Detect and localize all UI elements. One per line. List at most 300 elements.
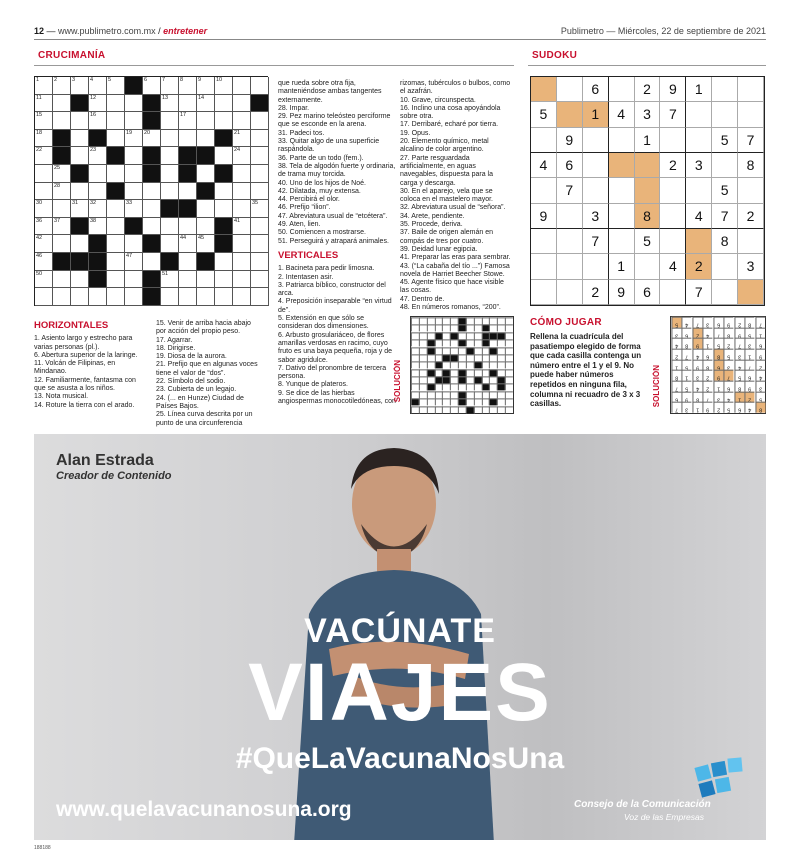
crossword-cell[interactable]	[233, 147, 251, 165]
sudoku-given: 4	[660, 254, 686, 279]
crucimania-title: CRUCIMANÍA	[38, 50, 106, 61]
crossword-cell[interactable]	[197, 288, 215, 306]
footer-code: 188188	[34, 845, 51, 851]
solution-cell: 8	[671, 370, 681, 381]
solution-cell: 6	[744, 370, 754, 381]
crossword-cell[interactable]	[161, 77, 179, 95]
crossword-cell[interactable]	[179, 288, 197, 306]
sudoku-given: 2	[583, 280, 609, 305]
crossword-number: 37	[54, 217, 61, 224]
crossword-cell[interactable]	[161, 235, 179, 253]
sudoku-empty-cell[interactable]	[531, 77, 557, 102]
sudoku-given: 9	[609, 280, 635, 305]
sudoku-empty-cell[interactable]	[557, 254, 583, 279]
crossword-cell[interactable]	[251, 147, 269, 165]
sudoku-empty-cell[interactable]	[557, 102, 583, 127]
crossword-cell[interactable]	[53, 165, 71, 183]
solution-cell	[497, 347, 505, 354]
crossword-cell[interactable]	[107, 200, 125, 218]
howto-title: CÓMO JUGAR	[530, 317, 602, 328]
solution-cell	[411, 339, 419, 346]
crossword-block	[143, 95, 161, 113]
sudoku-empty-cell[interactable]	[686, 128, 712, 153]
solution-cell: 8	[692, 392, 702, 403]
crossword-cell[interactable]	[179, 130, 197, 148]
solution-cell	[474, 324, 482, 331]
crossword-cell[interactable]	[107, 130, 125, 148]
clue-item: 1. Bacineta para pedir limosna.	[278, 265, 375, 273]
sudoku-given: 3	[686, 153, 712, 178]
crossword-cell[interactable]	[143, 183, 161, 201]
crossword-cell[interactable]	[53, 183, 71, 201]
crossword-cell[interactable]	[71, 271, 89, 289]
sudoku-empty-cell[interactable]	[557, 229, 583, 254]
crossword-cell[interactable]	[161, 271, 179, 289]
solution-cell: 5	[723, 349, 733, 360]
sudoku-empty-cell[interactable]	[609, 77, 635, 102]
solution-cell	[505, 406, 513, 413]
solution-cell	[427, 383, 435, 390]
clue-item: 20. Elemento químico, metal alcalino de color argentino.	[400, 138, 489, 154]
crossword-cell[interactable]	[233, 271, 251, 289]
crossword-cell[interactable]	[251, 130, 269, 148]
sudoku-empty-cell[interactable]	[660, 128, 686, 153]
crossword-cell[interactable]	[35, 183, 53, 201]
crossword-cell[interactable]	[35, 77, 53, 95]
crossword-cell[interactable]	[89, 165, 107, 183]
sudoku-empty-cell[interactable]	[531, 128, 557, 153]
solution-cell	[466, 369, 474, 376]
crossword-cell[interactable]	[107, 77, 125, 95]
sudoku-empty-cell[interactable]	[583, 254, 609, 279]
crossword-cell[interactable]	[215, 147, 233, 165]
clue-item: 37. Baile de origen alemán en compás de tres por cuatro.	[400, 229, 494, 245]
crossword-cell[interactable]	[53, 77, 71, 95]
sudoku-empty-cell[interactable]	[531, 254, 557, 279]
crossword-cell[interactable]	[35, 165, 53, 183]
crossword-cell[interactable]	[215, 112, 233, 130]
ad-headline: VIAJES	[248, 647, 552, 738]
crossword-cell[interactable]	[143, 253, 161, 271]
solution-cell: 9	[734, 328, 744, 339]
solution-cell	[450, 347, 458, 354]
crossword-cell[interactable]	[125, 200, 143, 218]
sudoku-empty-cell[interactable]	[531, 178, 557, 203]
crossword-cell[interactable]	[215, 77, 233, 95]
crossword-number: 5	[108, 77, 112, 83]
crossword-cell[interactable]	[125, 253, 143, 271]
crossword-cell[interactable]	[89, 95, 107, 113]
crossword-cell[interactable]	[215, 253, 233, 271]
crossword-cell[interactable]	[53, 288, 71, 306]
crossword-cell[interactable]	[107, 165, 125, 183]
crossword-block	[215, 218, 233, 236]
crossword-cell[interactable]	[161, 95, 179, 113]
crossword-cell[interactable]	[251, 77, 269, 95]
clue-item: 34. Arete, pendiente.	[400, 212, 465, 220]
crossword-cell[interactable]	[161, 147, 179, 165]
clue-item: 32. Abreviatura usual de “señora”.	[400, 204, 506, 212]
crossword-cell[interactable]	[107, 235, 125, 253]
sudoku-empty-cell[interactable]	[583, 128, 609, 153]
crossword-cell[interactable]	[233, 200, 251, 218]
crossword-cell[interactable]	[161, 218, 179, 236]
crossword-cell[interactable]	[179, 77, 197, 95]
sudoku-empty-cell[interactable]	[557, 204, 583, 229]
crossword-cell[interactable]	[161, 112, 179, 130]
solution-cell: 4	[744, 402, 754, 413]
crossword-cell[interactable]	[53, 200, 71, 218]
sudoku-empty-cell[interactable]	[660, 229, 686, 254]
sudoku-empty-cell[interactable]	[635, 153, 661, 178]
crossword-cell[interactable]	[179, 112, 197, 130]
sudoku-empty-cell[interactable]	[738, 178, 764, 203]
solution-cell: 7	[744, 360, 754, 371]
crossword-cell[interactable]	[125, 112, 143, 130]
sudoku-given: 5	[712, 128, 738, 153]
crossword-cell[interactable]	[89, 77, 107, 95]
crossword-cell[interactable]	[89, 147, 107, 165]
crossword-cell[interactable]	[89, 183, 107, 201]
crossword-cell[interactable]	[89, 218, 107, 236]
sudoku-given: 4	[686, 204, 712, 229]
crossword-block	[89, 253, 107, 271]
crossword-cell[interactable]	[179, 95, 197, 113]
sudoku-empty-cell[interactable]	[712, 254, 738, 279]
solution-cell: 3	[681, 402, 691, 413]
crossword-cell[interactable]	[251, 183, 269, 201]
crossword-number: 46	[36, 252, 43, 259]
sudoku-given: 1	[686, 77, 712, 102]
crossword-number: 3	[72, 77, 76, 83]
crossword-cell[interactable]	[197, 200, 215, 218]
crossword-cell[interactable]	[53, 235, 71, 253]
solution-cell: 8	[723, 328, 733, 339]
solution-cell: 1	[671, 360, 681, 371]
solution-cell	[474, 339, 482, 346]
crossword-number: 12	[90, 94, 97, 101]
crossword-cell[interactable]	[251, 165, 269, 183]
crossword-cell[interactable]	[251, 271, 269, 289]
clue-item: 12. Familiarmente, fantasma con que se asusta a los niños.	[34, 376, 136, 393]
sudoku-given: 9	[557, 128, 583, 153]
crossword-cell[interactable]	[179, 235, 197, 253]
crossword-cell[interactable]	[251, 200, 269, 218]
sudoku-given: 3	[635, 102, 661, 127]
section-name[interactable]: entretener	[163, 26, 208, 36]
ad-org-name: Consejo de la Comunicación	[574, 799, 711, 810]
sudoku-empty-cell[interactable]	[660, 178, 686, 203]
crossword-cell[interactable]	[71, 77, 89, 95]
crossword-cell[interactable]	[251, 235, 269, 253]
solution-cell	[505, 383, 513, 390]
crossword-cell[interactable]	[125, 95, 143, 113]
sudoku-given: 2	[738, 204, 764, 229]
sudoku-given: 7	[712, 204, 738, 229]
crossword-cell[interactable]	[35, 130, 53, 148]
crossword-cell[interactable]	[89, 288, 107, 306]
crossword-cell[interactable]	[233, 288, 251, 306]
crossword-cell[interactable]	[233, 183, 251, 201]
solution-cell	[505, 339, 513, 346]
crossword-cell[interactable]	[251, 112, 269, 130]
solution-cell	[458, 383, 466, 390]
sudoku-given: 8	[712, 229, 738, 254]
solution-cell: 6	[755, 338, 765, 349]
sudoku-given: 7	[557, 178, 583, 203]
crossword-cell[interactable]	[71, 147, 89, 165]
sudoku-empty-cell[interactable]	[712, 280, 738, 305]
crossword-cell[interactable]	[107, 253, 125, 271]
crossword-cell[interactable]	[233, 235, 251, 253]
crossword-cell[interactable]	[35, 218, 53, 236]
crossword-cell[interactable]	[197, 235, 215, 253]
crossword-number: 47	[126, 252, 133, 259]
crossword-cell[interactable]	[143, 200, 161, 218]
crossword-solution-label: SOLUCIÓN	[393, 360, 402, 403]
crossword-cell[interactable]	[71, 183, 89, 201]
solution-cell	[474, 398, 482, 405]
crossword-cell[interactable]	[197, 112, 215, 130]
site-url[interactable]: www.publimetro.com.mx	[58, 26, 156, 36]
crossword-cell[interactable]	[161, 130, 179, 148]
crossword-grid[interactable]	[34, 76, 268, 306]
solution-cell	[411, 369, 419, 376]
crossword-cell[interactable]	[233, 218, 251, 236]
ad-vacunate: VACÚNATE	[304, 612, 496, 650]
sudoku-grid[interactable]	[530, 76, 765, 306]
solution-cell	[427, 361, 435, 368]
crossword-cell[interactable]	[197, 218, 215, 236]
clue-item: 17. Derribaré, echaré por tierra.	[400, 121, 499, 129]
crossword-cell[interactable]	[35, 147, 53, 165]
clue-item: 11. Volcán de Filipinas, en Mindanao.	[34, 360, 116, 376]
crossword-number: 9	[198, 77, 202, 83]
crossword-cell[interactable]	[233, 165, 251, 183]
solution-cell	[411, 383, 419, 390]
crossword-cell[interactable]	[233, 77, 251, 95]
crossword-cell[interactable]	[161, 183, 179, 201]
solution-cell: 8	[713, 349, 723, 360]
crossword-cell[interactable]	[179, 183, 197, 201]
crossword-cell[interactable]	[35, 253, 53, 271]
crossword-cell[interactable]	[53, 271, 71, 289]
sudoku-empty-cell[interactable]	[738, 77, 764, 102]
solution-cell: 1	[702, 338, 712, 349]
solution-cell	[427, 398, 435, 405]
crossword-cell[interactable]	[233, 95, 251, 113]
crossword-block	[143, 271, 161, 289]
crossword-cell[interactable]	[107, 288, 125, 306]
solution-cell: 8	[681, 338, 691, 349]
crossword-number: 6	[144, 77, 148, 83]
crossword-cell[interactable]	[35, 112, 53, 130]
crossword-cell[interactable]	[233, 253, 251, 271]
crossword-cell[interactable]	[71, 112, 89, 130]
crossword-cell[interactable]	[125, 165, 143, 183]
crossword-cell[interactable]	[215, 271, 233, 289]
crossword-cell[interactable]	[125, 130, 143, 148]
solution-cell: 2	[713, 402, 723, 413]
crossword-block	[53, 130, 71, 148]
crossword-cell[interactable]	[197, 130, 215, 148]
crossword-block	[197, 147, 215, 165]
sudoku-empty-cell[interactable]	[660, 204, 686, 229]
sudoku-empty-cell[interactable]	[531, 229, 557, 254]
clue-item: 24. (... en Hunze) Ciudad de Países Bajos.	[156, 394, 244, 410]
solution-cell	[411, 398, 419, 405]
sudoku-empty-cell[interactable]	[635, 178, 661, 203]
ad-url[interactable]: www.quelavacunanosuna.org	[56, 798, 352, 821]
sudoku-empty-cell[interactable]	[609, 229, 635, 254]
crossword-number: 20	[144, 129, 151, 136]
crossword-number: 13	[162, 94, 169, 101]
crossword-cell[interactable]	[125, 147, 143, 165]
crossword-cell[interactable]	[107, 95, 125, 113]
sudoku-empty-cell[interactable]	[609, 128, 635, 153]
sudoku-given: 2	[635, 77, 661, 102]
crossword-cell[interactable]	[197, 271, 215, 289]
crossword-cell[interactable]	[215, 183, 233, 201]
clue-item: 27. Parte resguardada artificialmente, en aguas navegables, dispuesta para la carga y descarga.	[400, 154, 494, 187]
crossword-cell[interactable]	[35, 288, 53, 306]
solution-cell	[466, 383, 474, 390]
clue-item: 9. Se dice de las hierbas angiospermas monocotiledóneas, con	[278, 389, 396, 405]
sudoku-empty-cell[interactable]	[686, 102, 712, 127]
crossword-cell[interactable]	[35, 271, 53, 289]
crossword-number: 19	[126, 129, 133, 136]
solution-cell: 3	[713, 392, 723, 403]
crossword-cell[interactable]	[71, 235, 89, 253]
sudoku-empty-cell[interactable]	[712, 77, 738, 102]
crossword-cell[interactable]	[71, 200, 89, 218]
sudoku-given: 3	[738, 254, 764, 279]
sudoku-given: 9	[660, 77, 686, 102]
crossword-cell[interactable]	[179, 253, 197, 271]
crossword-cell[interactable]	[215, 288, 233, 306]
crossword-cell[interactable]	[53, 112, 71, 130]
sudoku-empty-cell[interactable]	[686, 229, 712, 254]
crossword-cell[interactable]	[143, 218, 161, 236]
crossword-cell[interactable]	[161, 288, 179, 306]
crossword-cell[interactable]	[89, 112, 107, 130]
crossword-cell[interactable]	[71, 288, 89, 306]
vaccine-ad[interactable]	[34, 434, 766, 840]
clue-item: 47. Abreviatura usual de “etcétera”.	[278, 212, 388, 220]
crossword-cell[interactable]	[35, 235, 53, 253]
crossword-number: 32	[90, 200, 97, 207]
crossword-cell[interactable]	[251, 253, 269, 271]
solution-cell: 5	[671, 317, 681, 328]
sudoku-empty-cell[interactable]	[609, 178, 635, 203]
crossword-cell[interactable]	[71, 130, 89, 148]
crossword-cell[interactable]	[107, 218, 125, 236]
clue-item: 23. Cubierta de un legajo.	[156, 386, 237, 394]
crossword-cell[interactable]	[197, 77, 215, 95]
crossword-cell[interactable]	[143, 77, 161, 95]
sudoku-given: 5	[635, 229, 661, 254]
crossword-cell[interactable]	[125, 235, 143, 253]
clues-column-4	[400, 80, 512, 312]
sudoku-empty-cell[interactable]	[531, 280, 557, 305]
crossword-cell[interactable]	[107, 112, 125, 130]
clue-item: 15. Venir de arriba hacia abajo por acción del propio peso.	[156, 320, 251, 336]
crossword-number: 42	[36, 235, 43, 242]
sudoku-empty-cell[interactable]	[609, 204, 635, 229]
crossword-block	[71, 95, 89, 113]
sudoku-empty-cell[interactable]	[583, 178, 609, 203]
sudoku-empty-cell[interactable]	[738, 102, 764, 127]
crossword-cell[interactable]	[53, 218, 71, 236]
crossword-cell[interactable]	[125, 271, 143, 289]
crossword-cell[interactable]	[215, 95, 233, 113]
sudoku-given: 7	[583, 229, 609, 254]
sudoku-empty-cell[interactable]	[557, 280, 583, 305]
sudoku-given: 6	[583, 77, 609, 102]
solution-cell: 3	[734, 349, 744, 360]
sudoku-empty-cell[interactable]	[738, 280, 764, 305]
solution-cell: 3	[755, 381, 765, 392]
solution-cell	[497, 406, 505, 413]
clue-item: 33. Quitar algo de una superficie raspándola.	[278, 138, 380, 154]
crossword-cell[interactable]	[233, 130, 251, 148]
crossword-cell[interactable]	[35, 95, 53, 113]
sudoku-empty-cell[interactable]	[686, 178, 712, 203]
solution-cell	[411, 406, 419, 413]
sudoku-empty-cell[interactable]	[583, 153, 609, 178]
crossword-cell[interactable]	[53, 95, 71, 113]
crossword-number: 10	[216, 77, 223, 83]
sudoku-empty-cell[interactable]	[712, 102, 738, 127]
crossword-cell[interactable]	[125, 288, 143, 306]
crossword-cell[interactable]	[35, 200, 53, 218]
crossword-cell[interactable]	[197, 165, 215, 183]
solution-cell	[474, 347, 482, 354]
crossword-cell[interactable]	[125, 183, 143, 201]
solution-cell: 7	[681, 349, 691, 360]
crossword-block	[197, 253, 215, 271]
sudoku-empty-cell[interactable]	[738, 229, 764, 254]
sudoku-empty-cell[interactable]	[712, 153, 738, 178]
sudoku-empty-cell[interactable]	[609, 153, 635, 178]
crossword-cell[interactable]	[89, 200, 107, 218]
sudoku-given: 2	[686, 254, 712, 279]
crossword-number: 8	[180, 77, 184, 83]
crossword-cell[interactable]	[251, 218, 269, 236]
clue-item: 7. Dativo del pronombre de tercera persona.	[278, 364, 387, 381]
crossword-cell[interactable]	[143, 130, 161, 148]
crossword-cell[interactable]	[197, 95, 215, 113]
crossword-cell[interactable]	[233, 112, 251, 130]
crossword-cell[interactable]	[251, 288, 269, 306]
solution-cell	[497, 361, 505, 368]
crossword-number: 31	[72, 200, 79, 207]
crossword-cell[interactable]	[215, 200, 233, 218]
solution-cell: 7	[692, 317, 702, 328]
solution-cell: 9	[702, 402, 712, 413]
clue-item: 19. Opus.	[400, 129, 431, 137]
crossword-cell[interactable]	[161, 165, 179, 183]
sudoku-empty-cell[interactable]	[635, 254, 661, 279]
sudoku-empty-cell[interactable]	[660, 280, 686, 305]
clue-item: 16. Inclino una cosa apoyándola sobre otra.	[400, 104, 501, 121]
crossword-cell[interactable]	[179, 218, 197, 236]
solution-cell	[497, 398, 505, 405]
crossword-cell[interactable]	[107, 271, 125, 289]
crossword-cell[interactable]	[179, 271, 197, 289]
sudoku-empty-cell[interactable]	[557, 77, 583, 102]
clue-item: 46. Prefijo “ilion”.	[278, 204, 331, 212]
